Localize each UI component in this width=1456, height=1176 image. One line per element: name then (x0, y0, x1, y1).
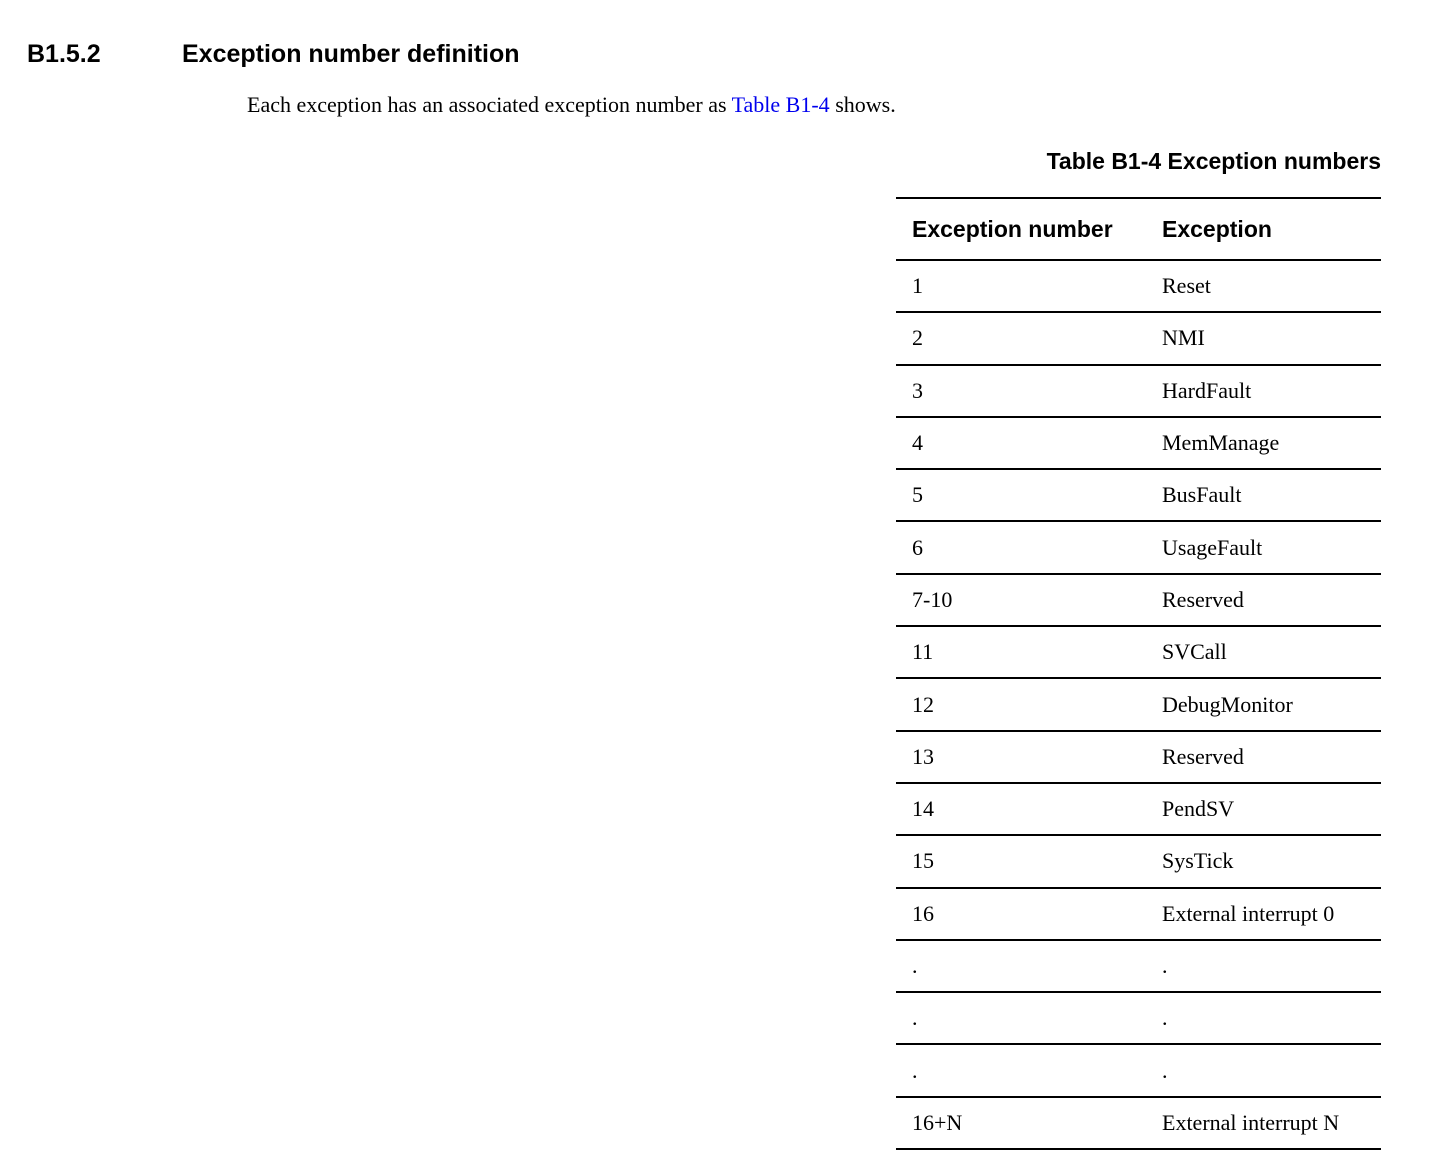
table-row (896, 417, 1381, 469)
paragraph-text-before-link: Each exception has an associated exception number as (247, 92, 732, 117)
table-row (896, 521, 1381, 573)
table-row (896, 1044, 1381, 1096)
exception-number-cell: 13 (896, 731, 1162, 783)
exception-number-cell: . (896, 992, 1162, 1044)
exception-number-cell: 5 (896, 469, 1162, 521)
exception-number-cell: . (896, 940, 1162, 992)
exception-number-cell: 15 (896, 835, 1162, 887)
table-row (896, 312, 1381, 364)
exception-name-cell: . (1162, 1044, 1381, 1096)
exception-number-cell: 7-10 (896, 574, 1162, 626)
exception-name-cell: Reserved (1162, 574, 1381, 626)
exception-name-cell: NMI (1162, 312, 1381, 364)
exception-number-cell: 4 (896, 417, 1162, 469)
exception-name-cell: BusFault (1162, 469, 1381, 521)
table-header-row (896, 198, 1381, 260)
table-row (896, 992, 1381, 1044)
exception-number-cell: 6 (896, 521, 1162, 573)
exception-name-cell: DebugMonitor (1162, 678, 1381, 730)
table-caption: Table B1-4 Exception numbers (1046, 148, 1381, 174)
exception-name-cell: UsageFault (1162, 521, 1381, 573)
table-body (896, 260, 1381, 1149)
exception-name-cell: SysTick (1162, 835, 1381, 887)
column-header-exception: Exception (1162, 198, 1381, 260)
table-b1-4-link[interactable]: Table B1-4 (731, 92, 830, 117)
intro-paragraph (247, 91, 896, 119)
table-row (896, 888, 1381, 940)
exception-name-cell: Reset (1162, 260, 1381, 312)
exception-number-cell: 11 (896, 626, 1162, 678)
table-row (896, 1097, 1381, 1149)
exception-number-cell: 3 (896, 365, 1162, 417)
table-row (896, 940, 1381, 992)
exception-number-cell: 16 (896, 888, 1162, 940)
exception-table-block (896, 148, 1381, 1150)
table-row (896, 731, 1381, 783)
exception-name-cell: . (1162, 940, 1381, 992)
table-row (896, 626, 1381, 678)
table-row (896, 365, 1381, 417)
table-row (896, 783, 1381, 835)
exception-name-cell: Reserved (1162, 731, 1381, 783)
column-header-exception-number: Exception number (896, 198, 1162, 260)
exception-number-cell: 14 (896, 783, 1162, 835)
exception-name-cell: MemManage (1162, 417, 1381, 469)
exception-name-cell: External interrupt N (1162, 1097, 1381, 1149)
exception-name-cell: PendSV (1162, 783, 1381, 835)
table-row (896, 678, 1381, 730)
table-row (896, 835, 1381, 887)
table-row (896, 574, 1381, 626)
exception-name-cell: External interrupt 0 (1162, 888, 1381, 940)
paragraph-text-after-link: shows. (829, 92, 896, 117)
exception-name-cell: SVCall (1162, 626, 1381, 678)
exception-number-cell: 12 (896, 678, 1162, 730)
exception-number-cell: 1 (896, 260, 1162, 312)
exception-number-cell: . (896, 1044, 1162, 1096)
table-row (896, 469, 1381, 521)
section-number: B1.5.2 (27, 40, 101, 68)
exception-number-cell: 16+N (896, 1097, 1162, 1149)
exception-number-cell: 2 (896, 312, 1162, 364)
table-row (896, 260, 1381, 312)
exception-name-cell: HardFault (1162, 365, 1381, 417)
exception-name-cell: . (1162, 992, 1381, 1044)
exception-numbers-table (896, 197, 1381, 1150)
section-title: Exception number definition (182, 40, 520, 68)
